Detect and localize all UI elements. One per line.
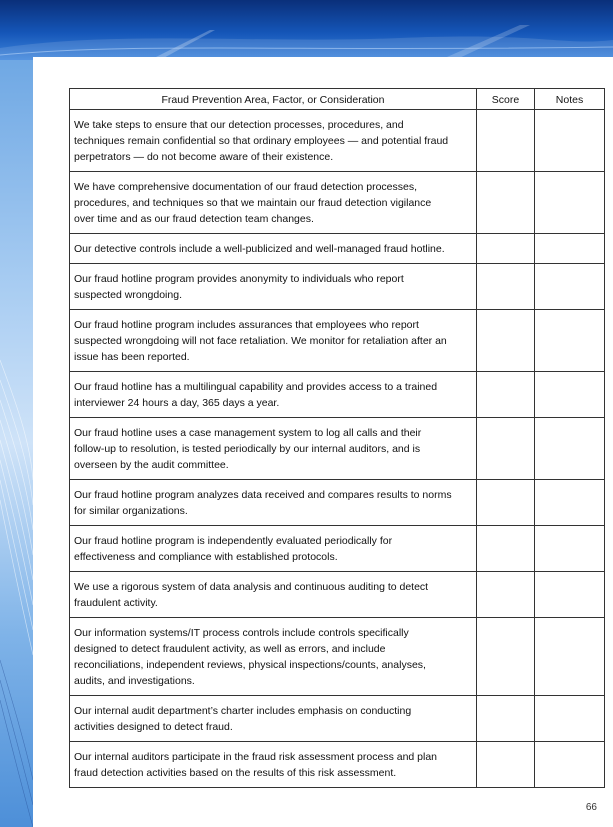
score-cell	[477, 372, 535, 418]
score-cell	[477, 110, 535, 172]
score-cell	[477, 264, 535, 310]
score-cell	[477, 418, 535, 480]
notes-cell	[535, 110, 605, 172]
page-number: 66	[585, 802, 597, 813]
score-cell	[477, 310, 535, 372]
table-row	[70, 264, 605, 310]
row-text: Our fraud hotline program analyzes data received and compares results to norms for similar organizations.	[70, 480, 477, 526]
table-row	[70, 172, 605, 234]
row-text: Our internal audit department’s charter includes emphasis on conducting activities designed to detect fraud.	[70, 696, 477, 742]
score-cell	[477, 172, 535, 234]
row-text: Our fraud hotline uses a case management system to log all calls and their follow-up to resolution, is tested periodically by our internal auditors, and is overseen by the audit committee.	[70, 418, 477, 480]
score-cell	[477, 234, 535, 264]
row-text: Our internal auditors participate in the fraud risk assessment process and plan fraud detection activities based on the results of this risk assessment.	[70, 742, 477, 788]
row-text: We use a rigorous system of data analysis and continuous auditing to detect fraudulent activity.	[70, 572, 477, 618]
score-cell	[477, 618, 535, 696]
table-row	[70, 234, 605, 264]
header-banner	[0, 0, 613, 60]
notes-cell	[535, 618, 605, 696]
table-row	[70, 372, 605, 418]
score-cell	[477, 526, 535, 572]
score-cell	[477, 572, 535, 618]
side-wave-graphic	[0, 60, 33, 827]
notes-cell	[535, 372, 605, 418]
notes-cell	[535, 234, 605, 264]
notes-cell	[535, 696, 605, 742]
table-row	[70, 572, 605, 618]
table-header-row	[70, 89, 605, 110]
row-text: Our detective controls include a well-publicized and well-managed fraud hotline.	[70, 234, 477, 264]
side-decor	[0, 60, 33, 827]
notes-cell	[535, 310, 605, 372]
table-row	[70, 742, 605, 788]
fraud-detection-checklist-table	[69, 88, 605, 788]
notes-cell	[535, 418, 605, 480]
notes-cell	[535, 480, 605, 526]
page	[33, 57, 613, 827]
row-text: Our fraud hotline program provides anonymity to individuals who report suspected wrongdoing.	[70, 264, 477, 310]
table-row	[70, 696, 605, 742]
table-row	[70, 418, 605, 480]
table-row	[70, 110, 605, 172]
header-area: Fraud Prevention Area, Factor, or Consideration	[70, 89, 477, 110]
score-cell	[477, 742, 535, 788]
score-cell	[477, 480, 535, 526]
row-text: Our fraud hotline program includes assurances that employees who report suspected wrongdoing will not face retaliation. We monitor for retaliation after an issue has been reported.	[70, 310, 477, 372]
notes-cell	[535, 526, 605, 572]
row-text: We have comprehensive documentation of our fraud detection processes, procedures, and techniques so that we maintain our fraud detection vigilance over time and as our fraud detection team changes.	[70, 172, 477, 234]
notes-cell	[535, 742, 605, 788]
header-notes: Notes	[535, 89, 605, 110]
banner-wave-graphic	[0, 0, 613, 60]
table-row	[70, 310, 605, 372]
score-cell	[477, 696, 535, 742]
row-text: Our fraud hotline has a multilingual capability and provides access to a trained interviewer 24 hours a day, 365 days a year.	[70, 372, 477, 418]
table-row	[70, 618, 605, 696]
notes-cell	[535, 264, 605, 310]
notes-cell	[535, 172, 605, 234]
row-text: We take steps to ensure that our detection processes, procedures, and techniques remain confidential so that ordinary employees — and potential fraud perpetrators — do not become aware of their existence.	[70, 110, 477, 172]
table-row	[70, 526, 605, 572]
header-score: Score	[477, 89, 535, 110]
notes-cell	[535, 572, 605, 618]
table-row	[70, 480, 605, 526]
row-text: Our fraud hotline program is independently evaluated periodically for effectiveness and compliance with established protocols.	[70, 526, 477, 572]
row-text: Our information systems/IT process controls include controls specifically designed to detect fraudulent activity, as well as errors, and include reconciliations, independent reviews, physical inspections/counts, analyses, audits, and investigations.	[70, 618, 477, 696]
